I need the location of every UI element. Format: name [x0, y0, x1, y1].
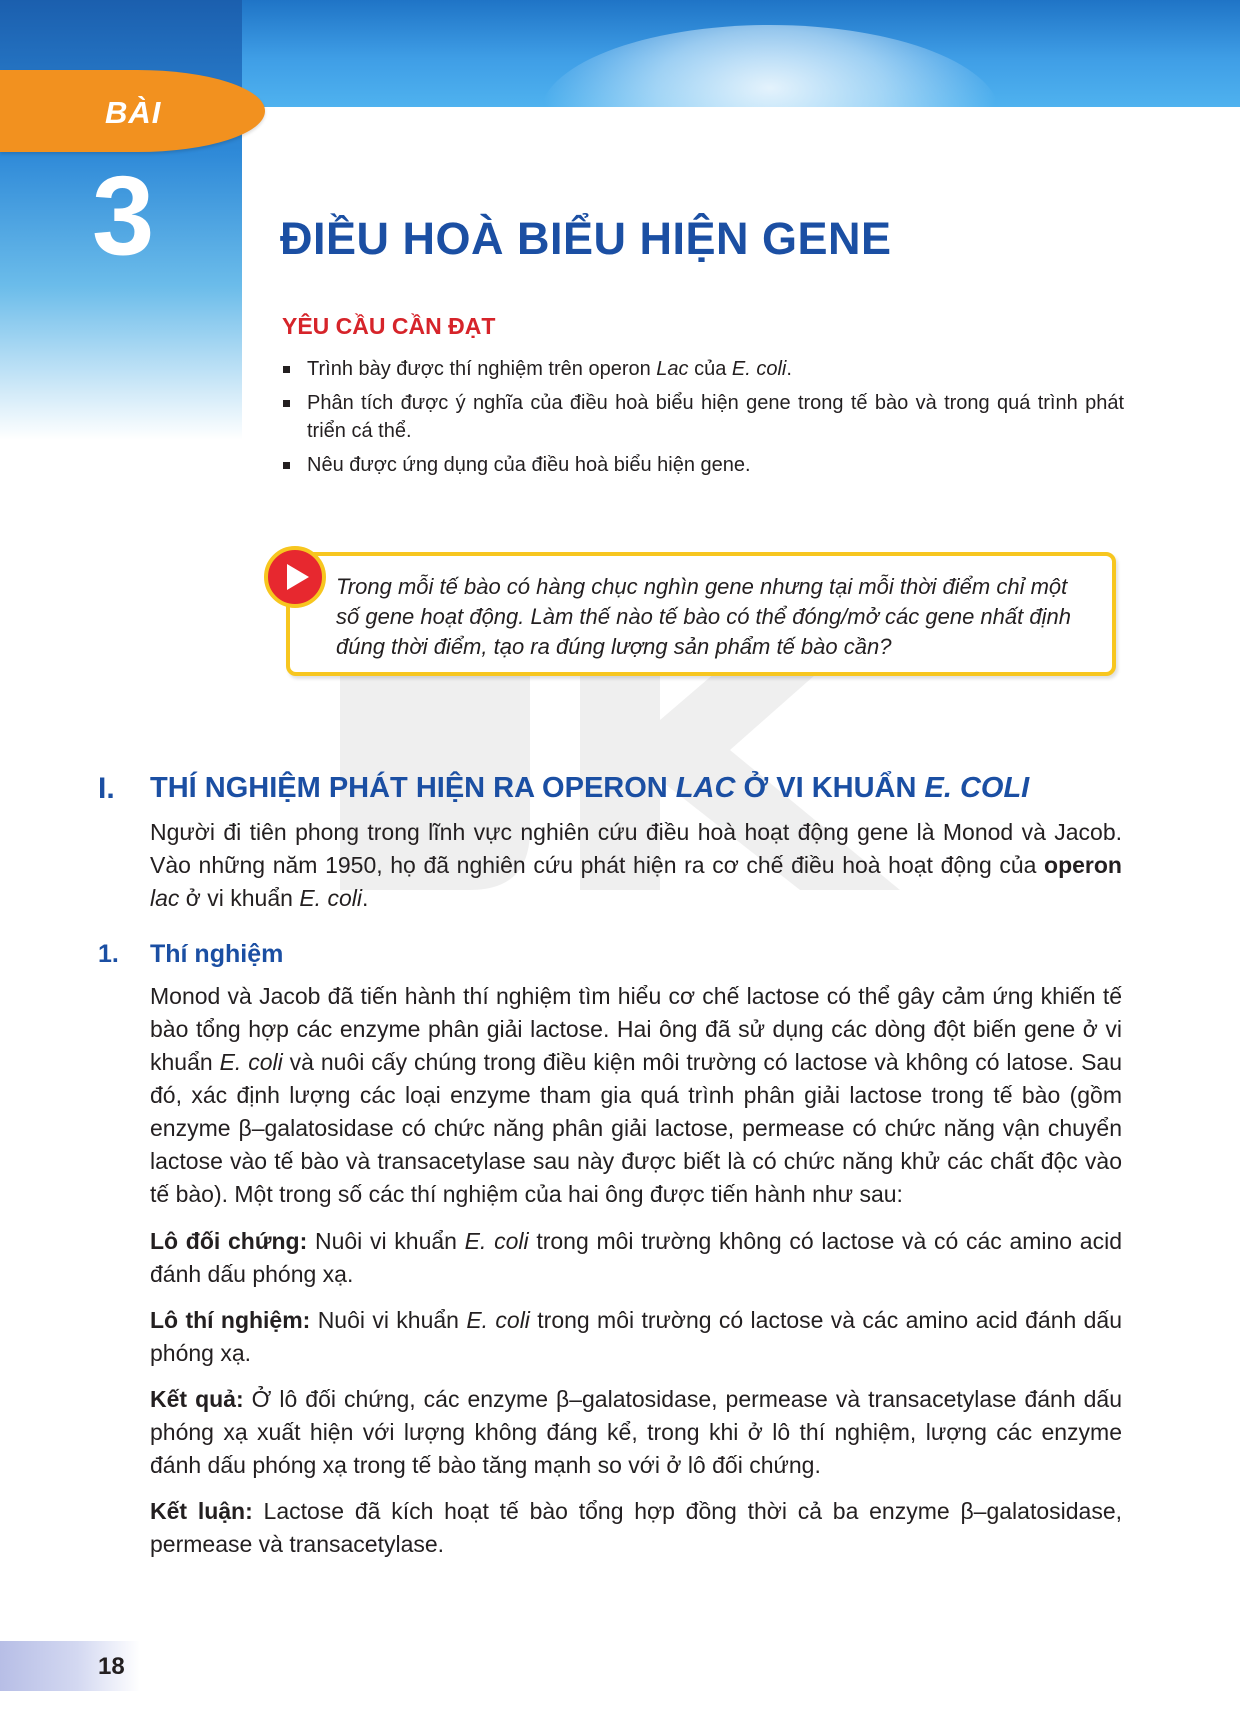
requirement-item: Phân tích được ý nghĩa của điều hoà biểu hiện gene trong tế bào và trong quá trình phát triển cá thể.	[282, 389, 1124, 445]
subsection-number: 1.	[98, 940, 119, 968]
lesson-label: BÀI	[105, 95, 162, 130]
result-paragraph: Kết quả: Ở lô đối chứng, các enzyme β–galatosidase, permease và transacetylase đánh dấu phóng xạ xuất hiện với lượng không đáng kể, trong khi ở lô thí nghiệm, lượng các enzyme đánh dấu phóng xạ trong tế bào tăng mạnh so với ở lô đối chứng.	[150, 1386, 1123, 1478]
control-group-paragraph: Lô đối chứng: Nuôi vi khuẩn E. coli trong môi trường không có lactose và có các amino acid đánh dấu phóng xạ.	[150, 1228, 1122, 1287]
play-triangle-icon	[282, 562, 312, 592]
requirements-heading: YÊU CẦU CẦN ĐẠT	[282, 313, 496, 339]
section-title: THÍ NGHIỆM PHÁT HIỆN RA OPERON LAC Ở VI KHUẨN E. COLI	[150, 772, 1030, 804]
experiment-paragraph: Monod và Jacob đã tiến hành thí nghiệm tìm hiểu cơ chế lactose có thể gây cảm ứng khiến tế bào tổng hợp các enzyme phân giải lactose. Hai ông đã sử dụng các dòng đột biến gene ở vi khuẩn E. coli và nuôi cấy chúng trong điều kiện môi trường có lactose và không có latose. Sau đó, xác định lượng các loại enzyme tham gia quá trình phân giải lactose trong tế bào (gồm enzyme β–galatosidase có chức năng phân giải lactose, permease có chức năng vận chuyển lactose vào tế bào và transacetylase sau này được biết là có chức năng khử các chất độc vào tế bào). Một trong số các thí nghiệm của hai ông được tiến hành như sau:	[150, 983, 1123, 1207]
requirement-item: Trình bày được thí nghiệm trên operon Lac của E. coli.	[282, 355, 1124, 383]
page-number: 18	[98, 1653, 125, 1680]
requirements-list	[282, 355, 1124, 485]
subsection-title: Thí nghiệm	[150, 940, 284, 968]
banner-highlight	[540, 25, 1000, 107]
requirement-item: Nêu được ứng dụng của điều hoà biểu hiện gene.	[282, 451, 1124, 479]
test-group-paragraph: Lô thí nghiệm: Nuôi vi khuẩn E. coli trong môi trường có lactose và các amino acid đánh dấu phóng xạ.	[150, 1307, 1122, 1366]
conclusion-paragraph: Kết luận: Lactose đã kích hoạt tế bào tổng hợp đồng thời cả ba enzyme β–galatosidase, permease và transacetylase.	[150, 1498, 1123, 1557]
intro-question-text: Trong mỗi tế bào có hàng chục nghìn gene nhưng tại mỗi thời điểm chỉ một số gene hoạt động. Làm thế nào tế bào có thể đóng/mở các gene nhất định đúng thời điểm, tạo ra đúng lượng sản phẩm tế bào cần?	[336, 574, 1071, 659]
page-title: ĐIỀU HOÀ BIỂU HIỆN GENE	[280, 213, 892, 264]
section-paragraph: Người đi tiên phong trong lĩnh vực nghiên cứu điều hoà hoạt động gene là Monod và Jacob. Vào những năm 1950, họ đã nghiên cứu phát hiện ra cơ chế điều hoà hoạt động của operon lac ở vi khuẩn E. coli.	[150, 819, 1122, 911]
section-number: I.	[98, 772, 115, 805]
lesson-number: 3	[92, 153, 155, 278]
play-icon	[264, 546, 326, 608]
